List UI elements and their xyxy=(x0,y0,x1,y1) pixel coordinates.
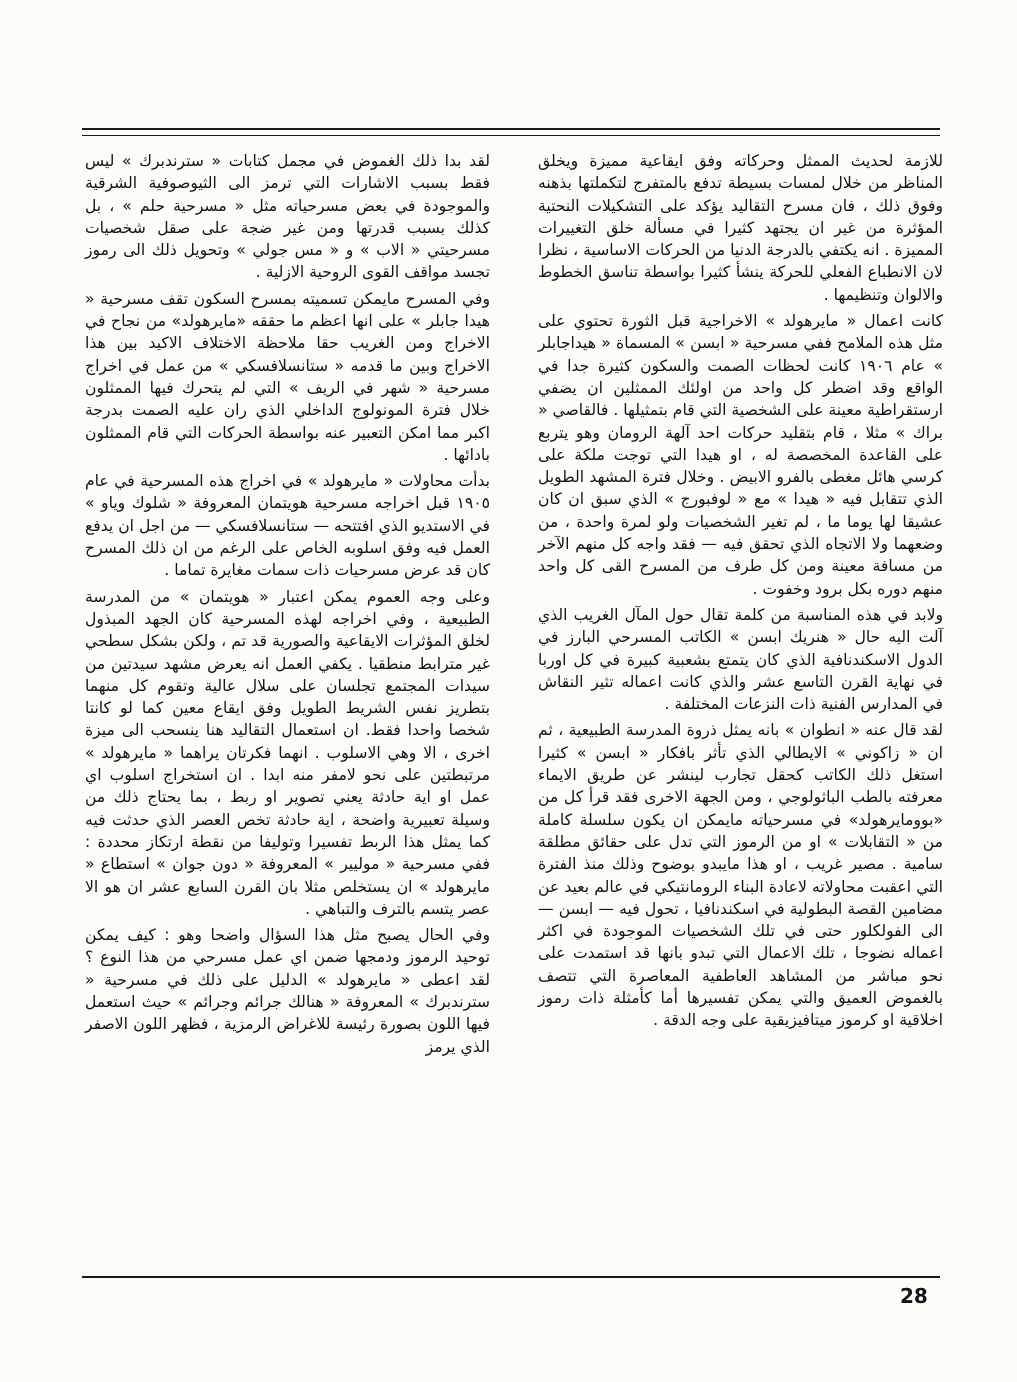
bottom-rule xyxy=(82,1276,940,1278)
paragraph: لقد قال عنه « انطوان » بانه يمثل ذروة المدرسة الطبيعية ، ثم ان « زاكوني » الايطالي الذي تأثر بافكار « ابسن » كثيرا استغل ذلك الكاتب كحقل تجارب لينشر عن طريق الايماء معرفته بالطب الباثولوجي ، ومن الجهة الاخرى فقد قرأ كل من «بوومايرهولد» في مسرحياته مايمكن ان يكون سلسلة كاملة من « التقابلات » او من الرموز التي تدل على حقائق مطلقة سامية . مصير غريب ، او هذا مايبدو بوضوح وذلك منذ الفترة التي اعقبت محاولاته لاعادة البناء الرومانتيكي في عالم بعيد عن مضامين القصة البطولية في اسكندنافيا ، تحول فيه — ابسن — الى الفولكلور حتى في تلك الشخصيات الموجودة في اكثر اعماله نضوجا ، تلك الاعمال التي تبدو بانها قد استمدت على نحو مباشر من المشاهد العاطفية المعاصرة التي تتصف بالغموض العميق والتي يمكن تفسيرها أما كأمثلة ذات رموز اخلاقية او كرموز ميتافيزيقية على وجه الدقة . xyxy=(538,721,943,1030)
column-divider xyxy=(522,150,523,1260)
paragraph: وفي المسرح مايمكن تسميته بمسرح السكون تقف مسرحية « هيدا جابلر » على انها اعظم ما حققه «مايرهولد» من نجاح في الاخراج ومن الغريب حقا ملاحظة الاختلاف الاكيد بين هذا الاخراج وبين ما قدمه « ستانسلافسكي » من عمل في اخراج مسرحية « شهر في الريف » التي لم يتحرك فيها الممثلون خلال فترة المونولوج الداخلي الذي ران عليه الصمت بدرجة اكبر مما امكن التعبير عنه بواسطة الحركات التي قام الممثلون بادائها . xyxy=(85,289,490,464)
top-rule-thin xyxy=(82,135,940,136)
left-column xyxy=(85,150,490,1062)
paragraph: بدأت محاولات « مايرهولد » في اخراج هذه المسرحية في عام ١٩٠٥ قبل اخراجه مسرحية هويتمان المعروفة « شلوك وياو » في الاستديو الذي افتتحه — ستانسلافسكي — من اجل ان يدفع العمل فيه وفق اسلوبه الخاص على الرغم من ان ذلك المسرح كان قد عرض مسرحيات ذات سمات مغايرة تماما . xyxy=(84,472,490,580)
paragraph: وفي الحال يصبح مثل هذا السؤال واضحا وهو : كيف يمكن توحيد الرموز ودمجها ضمن اي عمل مسرحي من هذا النوع ؟ لقد اعطى « مايرهولد » الدليل على ذلك في مسرحية « سترندبرك » المعروفة « هنالك جرائم وجرائم » حيث استعمل فيها اللون بصورة رئيسة للاغراض الرمزية ، فظهر اللون الاصفر الذي يرمز xyxy=(85,926,490,1056)
paragraph: ولابد في هذه المناسبة من كلمة تقال حول المآل الغريب الذي آلت اليه حال « هنريك ابسن » الكاتب المسرحي البارز في الدول الاسكندنافية الذي كان يتمتع بشعبية كبيرة في كل اوربا في نهاية القرن التاسع عشر والذي كانت اعماله تثير النقاش في المدارس الفنية ذات النزعات المختلفة . xyxy=(538,605,943,714)
paragraph: لقد بدا ذلك الغموض في مجمل كتابات « سترندبرك » ليس فقط بسبب الاشارات التي ترمز الى الثيوصوفية الشرقية والموجودة في بعض مسرحياته مثل « مسرحية حلم » ، بل كذلك بسبب قدرتها ومن غير ضجة على صقل شخصيات مسرحيتي « الاب » و « مس جولي » وتحويل ذلك الى رموز تجسد مواقف القوى الروحية الازلية . xyxy=(85,152,490,282)
paragraph: كانت اعمال « مايرهولد » الاخراجية قبل الثورة تحتوي على مثل هذه الملامح ففي مسرحية « ابسن » المسماة « هيداجابلر » عام ١٩٠٦ كانت لحظات الصمت والسكون كثيرة جدا في الواقع وقد اضطر كل واحد من اولئك الممثلين ان يضفي ارستقراطية معينة على الشخصية التي قام بتمثيلها . فالقاصي « براك » مثلا ، قام بتقليد حركات احد آلهة الرومان وهو يتربع على القاعدة المخصصة له ، او هيدا التي توجت ملكة على كرسي هائل مغطى بالفرو الابيض . وخلال فترة المشهد الطويل الذي تتقابل فيه « هيدا » مع « لوفبورج » الذي سبق ان كان عشيقا لها يوما ما ، لم تغير الشخصيات ولو لمرة واحدة ، من وضعهما ولا الاتجاه الذي تحقق فيه — فقد واجه كل منهم الآخر من مسافة معينة ومن كل طرف من المسرح القى كل واحد منهم دوره بكل برود وخفوت . xyxy=(538,312,943,598)
page-number: 28 xyxy=(900,1284,928,1308)
paragraph: للازمة لحديث الممثل وحركاته وفق ايقاعية مميزة ويخلق المناظر من خلال لمسات بسيطة تدفع بالمتفرج لتكملتها بذهنه وفوق ذلك ، فان مسرح التقاليد يؤكد على التشكيلات النحتية المؤثرة من غير ان يجتهد كثيرا في مسألة خلق التغييرات المميزة . انه يكتفي بالدرجة الدنيا من الحركات الاساسية ، نظرا لان الانطباع الفعلي للحركة ينشأ كثيرا بواسطة تناسق الخطوط والالوان وتنظيمها . xyxy=(538,152,943,304)
paragraph: وعلى وجه العموم يمكن اعتبار « هويتمان » من المدرسة الطبيعية ، وفي اخراجه لهذه المسرحية كان الجهد المبذول لخلق المؤثرات الايقاعية والصورية قد تم ، ولكن بشكل سطحي غير مترابط منطقيا . يكفي العمل انه يعرض مشهد سيدتين من سيدات المجتمع تجلسان على سلال عالية وتقوم كل منهما بتطريز نفس الشريط الطويل وفق ايقاع معين كما لو كانتا شخصا واحدا فقط. ان استعمال التقاليد هنا ينسحب الى ميزة اخرى ، الا وهي الاسلوب . انهما فكرتان يراهما « مايرهولد » مرتبطتين على نحو لامفر منه ابدا . ان استخراج اسلوب اي عمل او اية حادثة يعني تصوير او ربط ، بما يحتاج ذلك من وسيلة تعبيرية واضحة ، اية حادثة تخص العصر الذي حدثت فيه كما يمثل هذا الربط تفسيرا وتوليفا من نقطة ارتكاز محددة : ففي مسرحية « موليير » المعروفة « دون جوان » استطاع « مايرهولد » ان يستخلص مثلا بان القرن السابع عشر ان هو الا عصر يتسم بالترف والتباهي . xyxy=(85,587,490,918)
top-rule xyxy=(82,128,940,130)
right-column xyxy=(538,150,943,1036)
